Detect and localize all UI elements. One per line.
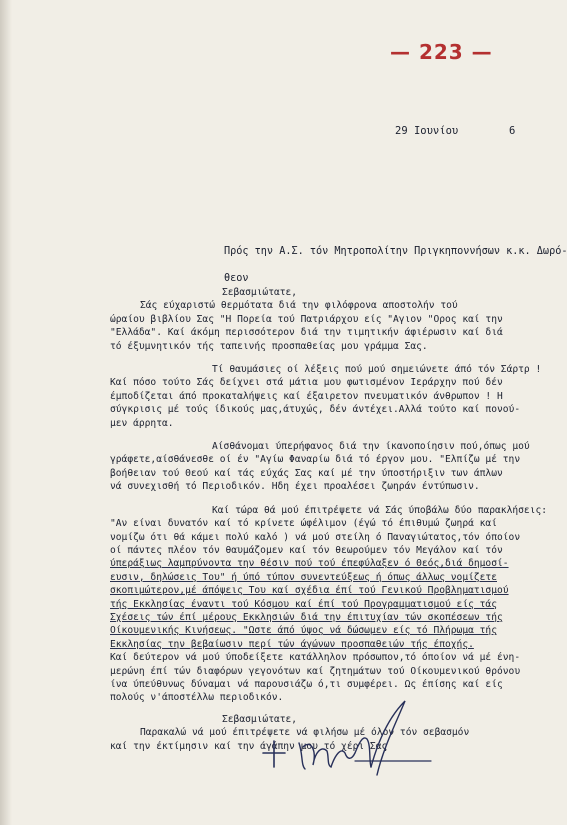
paragraph-line: ύπεράξιως λαμπρύνοντα την θέσιν πού τού έπεφύλαξεν ό Θεός,διά δημοσί- <box>110 558 509 570</box>
addressee <box>224 238 567 292</box>
paragraph-line: Τί θαυμάσιες οί λέξεις πού μού σημειώνετε άπό τόν Σάρτρ ! <box>212 364 542 376</box>
handwritten-signature <box>255 695 435 785</box>
paragraph-line: Εκκλησίας την βεβαίωσιν περί τών άγώνων προσπαθειών τής έποχής. <box>110 638 474 650</box>
paragraph-line: Καί πόσο τούτο Σάς δείχνει στά μάτια μου φωτισμένον Ιεράρχην πού δέν <box>110 377 503 389</box>
paragraph-line: σκοπιμώτερον,μέ άπόψεις Του καί σχέδια έπί τού Γενικού Προβληματισμού <box>110 585 509 597</box>
paragraph-line: ώραίου βιβλίου Σας "Η Πορεία τού Πατριάρχου είς "Αγιον "Ορος καί την <box>110 313 503 325</box>
paragraph-line: μεν άρρητα. <box>110 417 174 429</box>
closing-line: καί την έκτίμησιν καί την άγάπην μου τό χέρι Σας <box>110 740 388 752</box>
closing-line: Παρακαλώ νά μού έπιτρέψετε νά φιλήσω μέ όλον τόν σεβασμόν <box>140 727 470 739</box>
paragraph-line: τής Εκκλησίας έναντι τού Κόσμου καί έπί τού Προγραμματισμού είς τάς <box>110 598 497 610</box>
paragraph-line: οί πάντες πλέον τόν θαυμάζομεν καί τόν θεωρούμεν τόν Μεγάλον καί τόν <box>110 544 503 556</box>
page-edge-shadow <box>0 0 12 825</box>
paragraph-line: "Ελλάδα". Καί άκόμη περισσότερον διά την τιμητικήν άφιέρωσιν καί διά <box>110 327 503 339</box>
paragraph-line: ευσιν, δηλώσεις Του" ή ύπό τύπον συνεντεύξεως ή όπως άλλως νομίζετε <box>110 571 497 583</box>
addressee-line: θεον <box>224 273 249 284</box>
paragraph-line: έμποδίζεται άπό προκαταλήψεις καί έξαιρετον πνευματικόν άνθρωπον ! Η <box>110 390 503 402</box>
paragraph-line: τό έξυμνητικόν τής ταπεινής προσπαθείας μου γράμμα Σας. <box>110 340 428 352</box>
paragraph-line: Οίκουμενικής Κινήσεως. "Ωστε άπό ύψος νά δώσωμεν είς τό Πλήρωμα τής <box>110 625 497 637</box>
paragraph-line: νά συνεχισθή τό Περιοδικόν. Ηδη έχει προαλέσει ζωηράν έντύπωσιν. <box>110 481 480 493</box>
paragraph-line: Σάς εύχαριστώ θερμότατα διά την φιλόφρονα αποστολήν τού <box>140 300 458 312</box>
paragraph-line: ίνα ύπεύθυνως δύναμαι νά παρουσιάζω ό,τι συμφέρει. Ως έπίσης καί είς <box>110 678 503 690</box>
date-year: 6 <box>509 125 516 137</box>
paragraph-line: Αίσθάνομαι ύπερήφανος διά την ίκανοποίησιν πού,όπως μού <box>212 441 530 453</box>
letter-body <box>110 286 567 753</box>
paragraph-line: πολούς ν'άποστέλλω περιοδικόν. <box>110 692 284 704</box>
paragraph-line: σύγκρισις μέ τούς ίδικούς μας,άτυχώς, δέν άντέχει.Αλλά τούτο καί πονού- <box>110 404 521 416</box>
paragraph-line: νομίζω ότι θά κάμει πολύ καλό ) νά μού στείλη ό Παναγιώτατος,τόν όποίον <box>110 531 521 543</box>
salutation: Σεβασμιώτατε, <box>222 287 298 298</box>
paragraph-line: "Αν είναι δυνατόν καί τό κρίνετε ώφέλιμον (έγώ τό έπιθυμώ ζωηρά καί <box>110 518 497 530</box>
paragraph-line: μερώνη έπί τών διαφόρων γεγονότων καί ζητημάτων τού Οίκουμενικού θρόνου <box>110 665 521 677</box>
paragraph-line: γράφετε,αίσθάνεσθε οί έν "Αγίω Φαναρίω διά τό έργον μου. "Ελπίζω μέ την <box>110 454 521 466</box>
paragraph-line: βοήθειαν τού Θεού καί τάς εύχάς Σας καί μέ την ύποστήριξιν των άπλων <box>110 467 503 479</box>
paragraph-line: Καί δεύτερον νά μού ύποδείξετε κατάλληλον πρόσωπον,τό όποίον νά μέ ένη- <box>110 652 521 664</box>
paragraph-line: Σχέσεις τών έπί μέρους Εκκλησιών διά την έπιτυχίαν τών σκοπέσεων τής <box>110 611 503 623</box>
date-day-month: 29 Ιουνίου <box>395 125 459 137</box>
closing-salutation: Σεβασμιώτατε, <box>222 713 298 725</box>
addressee-line: Πρός την Α.Σ. τόν Μητροπολίτην Πριγκηποννήσων κ.κ. Δωρό- <box>224 246 567 257</box>
paragraph-line: Καί τώρα θά μού έπιτρέψετε νά Σάς ύποβάλω δύο παρακλήσεις: <box>212 504 548 516</box>
page-number: — 223 — <box>390 40 493 64</box>
